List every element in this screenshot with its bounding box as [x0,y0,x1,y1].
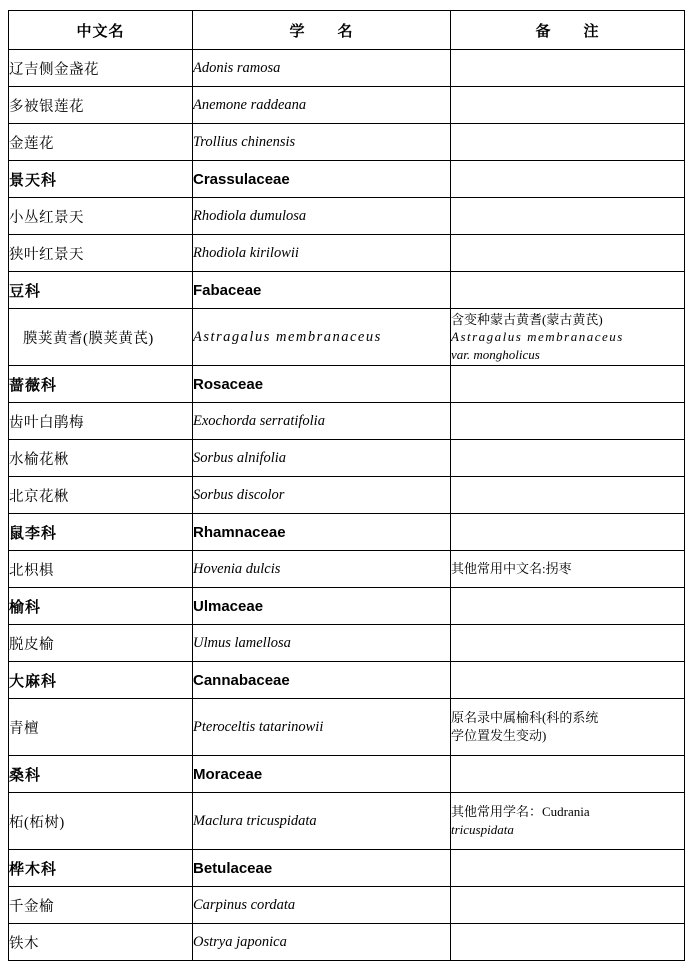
cell-scientific-name: Trollius chinensis [193,124,451,161]
table-row-family [9,272,685,309]
cell-chinese-name: 狭叶红景天 [9,235,193,272]
note-line: tricuspidata [451,822,514,837]
cell-chinese-name: 水榆花楸 [9,440,193,477]
cell-family-chinese-name: 榆科 [9,588,193,625]
table-row [9,87,685,124]
column-header-notes: 备 注 [451,11,685,50]
cell-chinese-name: 青檀 [9,699,193,756]
cell-scientific-name: Maclura tricuspidata [193,793,451,850]
cell-note [451,124,685,161]
cell-chinese-name: 北京花楸 [9,477,193,514]
cell-scientific-name: Carpinus cordata [193,887,451,924]
cell-note: 其他常用中文名:拐枣 [451,551,685,588]
cell-note [451,403,685,440]
cell-note [451,235,685,272]
table-row [9,50,685,87]
table-row [9,699,685,756]
table-row [9,235,685,272]
cell-chinese-name: 多被银莲花 [9,87,193,124]
cell-note [451,477,685,514]
cell-scientific-name: Rhodiola kirilowii [193,235,451,272]
cell-family-chinese-name: 桑科 [9,756,193,793]
note-line: Astragalus membranaceus [451,329,624,345]
cell-scientific-name: Ostrya japonica [193,924,451,961]
table-row-family [9,161,685,198]
cell-chinese-name: 脱皮榆 [9,625,193,662]
cell-note [451,588,685,625]
table-body [9,50,685,961]
note-line: 含变种蒙古黄耆(蒙古黄芪) [451,311,603,327]
cell-note [451,887,685,924]
cell-family-scientific-name: Betulaceae [193,850,451,887]
cell-note [451,440,685,477]
cell-chinese-name: 小丛红景天 [9,198,193,235]
cell-scientific-name: Astragalus membranaceus [193,309,451,366]
cell-scientific-name: Anemone raddeana [193,87,451,124]
note-line: 原名录中属榆科(科的系统 [451,710,599,726]
cell-scientific-name: Pteroceltis tatarinowii [193,699,451,756]
table-row [9,309,685,366]
cell-chinese-name: 柘(柘树) [9,793,193,850]
cell-scientific-name: Sorbus discolor [193,477,451,514]
cell-chinese-name: 膜荚黄耆(膜荚黄芪) [9,309,193,366]
cell-note [451,87,685,124]
cell-scientific-name: Exochorda serratifolia [193,403,451,440]
cell-note [451,50,685,87]
cell-note [451,850,685,887]
cell-chinese-name: 千金榆 [9,887,193,924]
cell-scientific-name: Sorbus alnifolia [193,440,451,477]
cell-note [451,662,685,699]
cell-note [451,699,685,756]
cell-note [451,198,685,235]
cell-note [451,793,685,850]
cell-chinese-name: 齿叶白鹃梅 [9,403,193,440]
table-row [9,124,685,161]
note-line: 其他常用学名：Cudrania [451,804,590,820]
table-header [9,11,685,50]
cell-scientific-name: Rhodiola dumulosa [193,198,451,235]
cell-family-chinese-name: 鼠李科 [9,514,193,551]
cell-family-scientific-name: Ulmaceae [193,588,451,625]
cell-note [451,924,685,961]
cell-note [451,366,685,403]
cell-family-scientific-name: Fabaceae [193,272,451,309]
table-row [9,477,685,514]
table-row [9,793,685,850]
table-header-row [9,11,685,50]
cell-note [451,309,685,366]
note-line: 学位置发生变动) [451,728,547,743]
cell-scientific-name: Ulmus lamellosa [193,625,451,662]
cell-note [451,756,685,793]
cell-family-chinese-name: 豆科 [9,272,193,309]
cell-scientific-name: Adonis ramosa [193,50,451,87]
table-row [9,625,685,662]
table-row [9,403,685,440]
cell-family-scientific-name: Moraceae [193,756,451,793]
cell-note [451,625,685,662]
cell-family-chinese-name: 蔷薇科 [9,366,193,403]
cell-family-scientific-name: Cannabaceae [193,662,451,699]
cell-family-chinese-name: 大麻科 [9,662,193,699]
cell-family-chinese-name: 桦木科 [9,850,193,887]
cell-chinese-name: 金莲花 [9,124,193,161]
cell-note [451,272,685,309]
table-row [9,887,685,924]
species-table [8,10,685,961]
cell-note [451,514,685,551]
cell-family-scientific-name: Rhamnaceae [193,514,451,551]
cell-note [451,161,685,198]
column-header-chinese-name: 中文名 [9,11,193,50]
cell-family-chinese-name: 景天科 [9,161,193,198]
table-row-family [9,366,685,403]
table-row-family [9,756,685,793]
table-row-family [9,850,685,887]
table-row [9,924,685,961]
cell-family-scientific-name: Rosaceae [193,366,451,403]
cell-chinese-name: 铁木 [9,924,193,961]
table-row [9,198,685,235]
table-row [9,551,685,588]
cell-chinese-name: 北枳椇 [9,551,193,588]
table-row [9,440,685,477]
cell-chinese-name: 辽吉侧金盏花 [9,50,193,87]
cell-family-scientific-name: Crassulaceae [193,161,451,198]
note-line: var. mongholicus [451,346,540,362]
cell-scientific-name: Hovenia dulcis [193,551,451,588]
column-header-scientific-name: 学 名 [193,11,451,50]
table-row-family [9,588,685,625]
table-row-family [9,662,685,699]
table-row-family [9,514,685,551]
